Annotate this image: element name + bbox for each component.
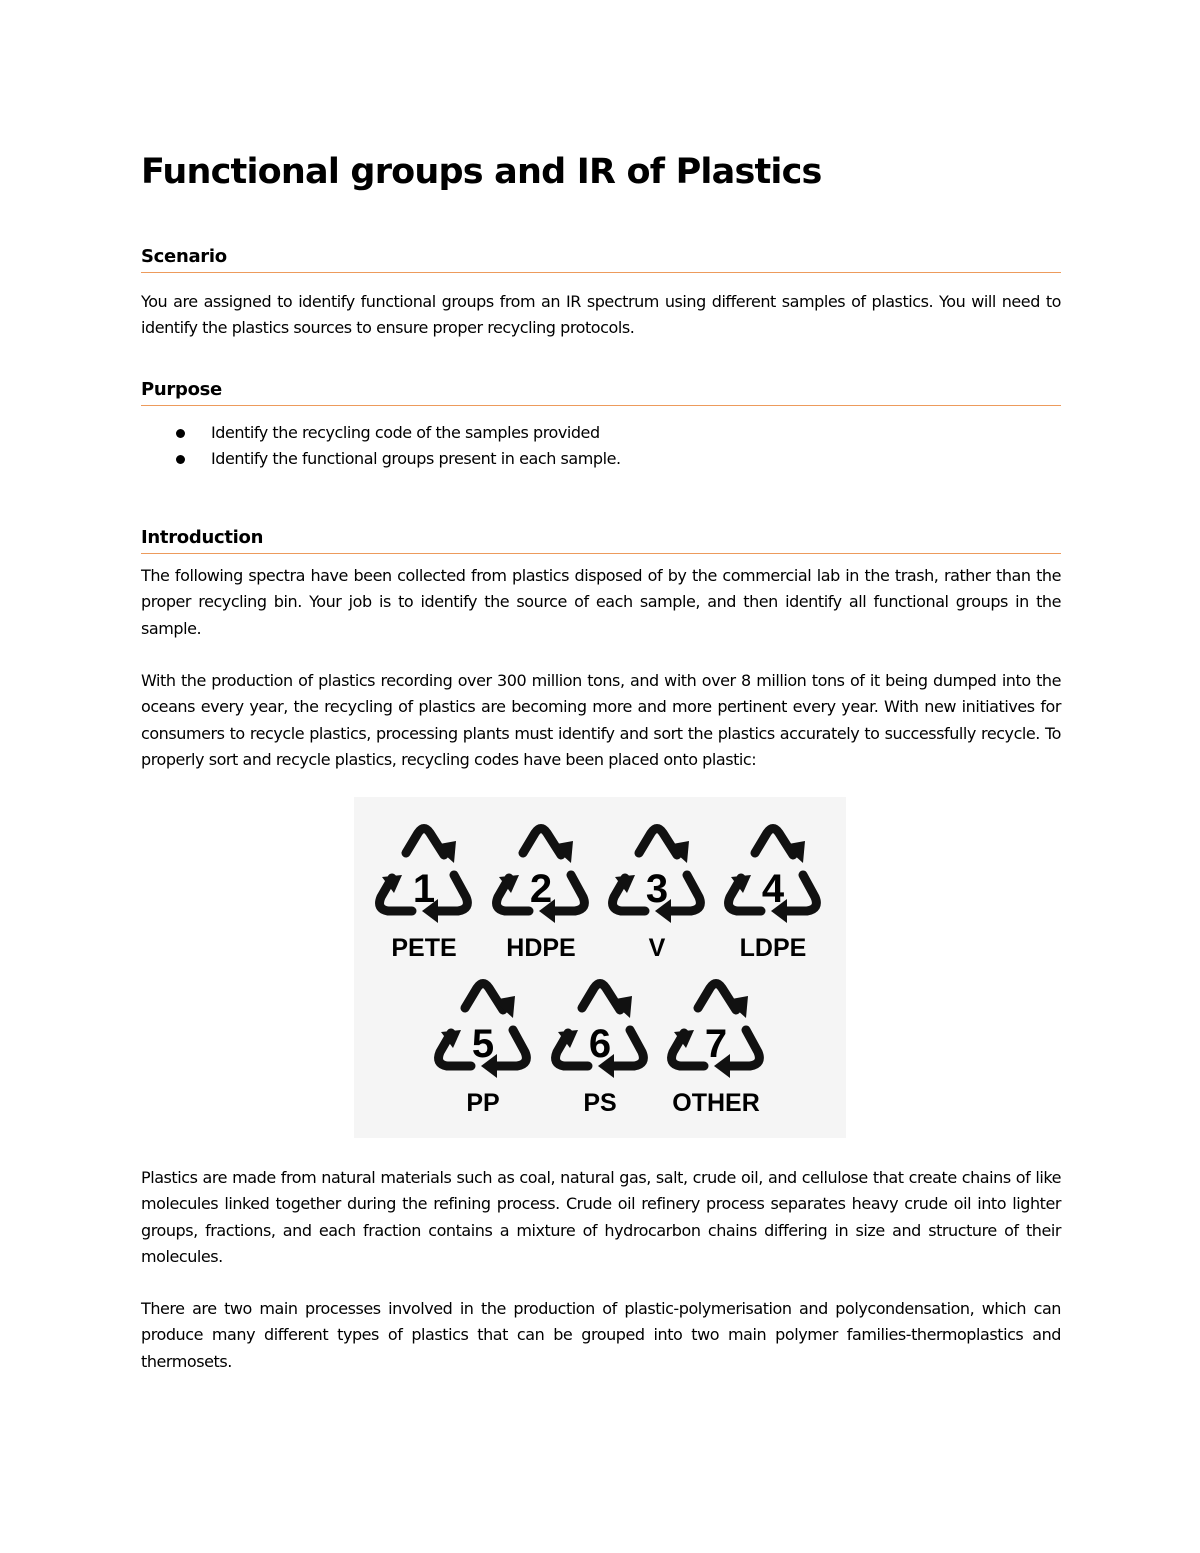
code-label: PS xyxy=(583,1089,617,1117)
purpose-bullet-text: Identify the recycling code of the samples provided xyxy=(211,423,600,442)
code-label: LDPE xyxy=(739,934,807,962)
code-label: HDPE xyxy=(506,934,576,962)
bullet-icon xyxy=(176,429,185,438)
code-number: 5 xyxy=(471,1022,495,1066)
recycling-code-5 xyxy=(427,972,539,1122)
scenario-heading: Scenario xyxy=(141,245,1061,273)
code-label: PETE xyxy=(391,934,457,962)
recycling-code-4 xyxy=(717,817,829,967)
page-title: Functional groups and IR of Plastics xyxy=(141,152,822,192)
recycling-codes-figure xyxy=(354,797,846,1138)
purpose-bullet-text: Identify the functional groups present in each sample. xyxy=(211,449,621,468)
list-item xyxy=(141,420,1061,446)
introduction-paragraph-2: With the production of plastics recording over 300 million tons, and with over 8 million tons of it being dumped into the oceans every year, the recycling of plastics are becoming more and more pertinent every year. With new initiatives for consumers to recycle plastics, processing plants must identify and sort the plastics accurately to successfully recycle. To properly sort and recycle plastics, recycling codes have been placed onto plastic: xyxy=(141,671,1061,769)
code-label: OTHER xyxy=(672,1089,760,1117)
introduction-paragraph-1: The following spectra have been collected from plastics disposed of by the commercial lab in the trash, rather than the proper recycling bin. Your job is to identify the source of each sample, and then identify all functional groups in the sample. xyxy=(141,566,1061,638)
code-number: 6 xyxy=(588,1022,612,1066)
purpose-list xyxy=(141,420,1061,472)
recycling-code-1 xyxy=(368,817,480,967)
code-number: 1 xyxy=(412,867,436,911)
code-label: V xyxy=(648,934,666,962)
code-number: 7 xyxy=(704,1022,728,1066)
code-number: 3 xyxy=(645,867,669,911)
list-item xyxy=(141,446,1061,472)
code-label: PP xyxy=(466,1089,500,1117)
introduction-heading: Introduction xyxy=(141,526,1061,554)
scenario-text: You are assigned to identify functional groups from an IR spectrum using different samples of plastics. You will need to identify the plastics sources to ensure proper recycling protocols. xyxy=(141,292,1061,338)
purpose-heading: Purpose xyxy=(141,378,1061,406)
bullet-icon xyxy=(176,455,185,464)
recycling-code-7 xyxy=(660,972,772,1122)
introduction-paragraph-4: There are two main processes involved in the production of plastic-polymerisation and polycondensation, which can produce many different types of plastics that can be grouped into two main polymer families-thermoplastics and thermosets. xyxy=(141,1299,1061,1371)
code-number: 2 xyxy=(529,867,553,911)
introduction-paragraph-3: Plastics are made from natural materials such as coal, natural gas, salt, crude oil, and cellulose that create chains of like molecules linked together during the refining process. Crude oil refinery process separates heavy crude oil into lighter groups, fractions, and each fraction contains a mixture of hydrocarbon chains differing in size and structure of their molecules. xyxy=(141,1168,1061,1266)
code-number: 4 xyxy=(761,867,785,911)
